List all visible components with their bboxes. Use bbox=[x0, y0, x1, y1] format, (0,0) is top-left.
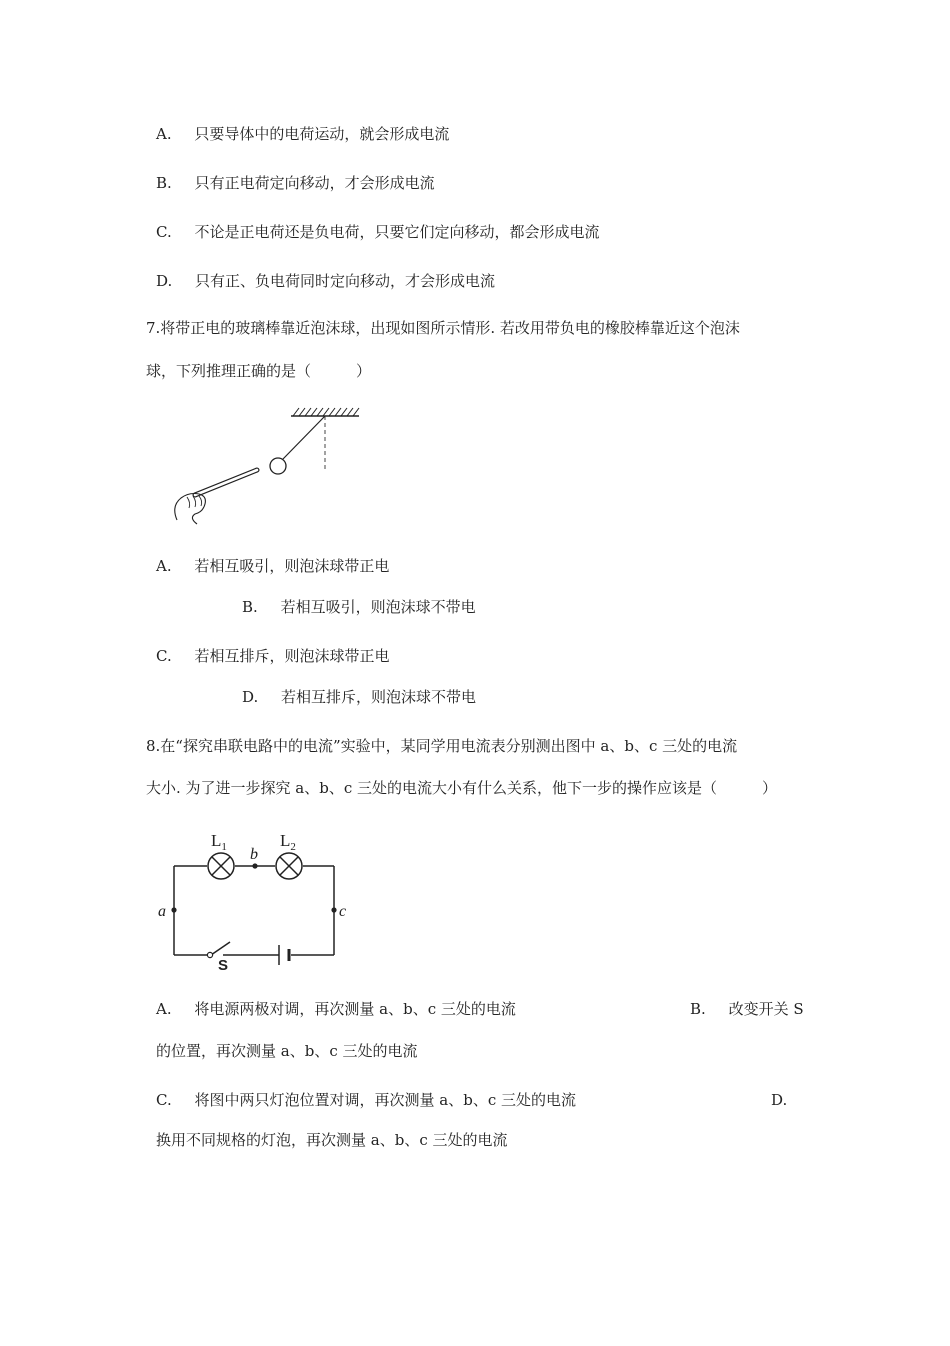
label-b: b bbox=[250, 846, 258, 863]
q7-option-b bbox=[242, 597, 476, 617]
option-text: 不论是正电荷还是负电荷，只要它们定向移动，都会形成电流 bbox=[194, 223, 600, 241]
q6-option-a bbox=[156, 124, 449, 144]
q7-stem-line-1: 7.将带正电的玻璃棒靠近泡沫球，出现如图所示情形. 若改用带负电的橡胶棒靠近这个泡沫 bbox=[146, 319, 740, 337]
q7-option-c bbox=[156, 646, 390, 666]
q8-option-a bbox=[156, 999, 516, 1019]
q6-option-c bbox=[156, 222, 600, 242]
option-text: 若相互吸引，则泡沫球不带电 bbox=[280, 598, 476, 616]
q6-option-d bbox=[156, 271, 495, 291]
label-l1: $L_1$ bbox=[211, 831, 227, 853]
option-label: B. bbox=[242, 598, 258, 616]
option-text: 若相互吸引，则泡沫球带正电 bbox=[194, 557, 390, 575]
option-label: C. bbox=[156, 223, 172, 241]
q8-option-b bbox=[690, 999, 804, 1019]
q8-option-d bbox=[771, 1090, 787, 1110]
label-l2: $L_2$ bbox=[280, 831, 296, 853]
lamp-l2 bbox=[276, 853, 302, 879]
option-text: 将图中两只灯泡位置对调，再次测量 a、b、c 三处的电流 bbox=[194, 1091, 576, 1109]
label-a: a bbox=[158, 903, 166, 920]
option-text: 只要导体中的电荷运动，就会形成电流 bbox=[194, 125, 450, 143]
option-text: 改变开关 S bbox=[728, 1000, 804, 1018]
q7-stem-line-2: 球，下列推理正确的是（ ） bbox=[146, 362, 372, 380]
option-label: D. bbox=[771, 1091, 788, 1109]
label-c: c bbox=[339, 903, 347, 920]
option-text: 只有正电荷定向移动，才会形成电流 bbox=[194, 174, 435, 192]
option-label: A. bbox=[156, 1000, 172, 1018]
q8-stem-line-2: 大小. 为了进一步探究 a、b、c 三处的电流大小有什么关系，他下一步的操作应该是（ ） bbox=[146, 779, 778, 797]
option-label: D. bbox=[242, 688, 259, 706]
q6-option-b bbox=[156, 173, 435, 193]
option-label: C. bbox=[156, 647, 172, 665]
q8-option-c bbox=[156, 1090, 576, 1110]
option-label: C. bbox=[156, 1091, 172, 1109]
foam-ball bbox=[270, 458, 286, 474]
option-text: 将电源两极对调，再次测量 a、b、c 三处的电流 bbox=[194, 1000, 516, 1018]
lamp-l1 bbox=[208, 853, 234, 879]
option-label: A. bbox=[156, 557, 172, 575]
option-label: B. bbox=[690, 1000, 706, 1018]
q8-option-d-cont: 换用不同规格的灯泡，再次测量 a、b、c 三处的电流 bbox=[156, 1131, 508, 1149]
q7-figure bbox=[165, 402, 365, 527]
option-label: A. bbox=[156, 125, 172, 143]
option-label: B. bbox=[156, 174, 172, 192]
q8-circuit-figure bbox=[155, 828, 355, 974]
option-label: D. bbox=[156, 272, 173, 290]
q8-stem-line-1: 8.在“探究串联电路中的电流”实验中，某同学用电流表分别测出图中 a、b、c 三处的电流 bbox=[146, 737, 738, 755]
option-text: 若相互排斥，则泡沫球不带电 bbox=[281, 688, 477, 706]
q8-option-b-cont: 的位置，再次测量 a、b、c 三处的电流 bbox=[156, 1042, 418, 1060]
q7-option-d bbox=[242, 687, 476, 707]
q7-option-a bbox=[156, 556, 389, 576]
label-s: S bbox=[218, 957, 229, 974]
option-text: 若相互排斥，则泡沫球带正电 bbox=[194, 647, 390, 665]
option-text: 只有正、负电荷同时定向移动，才会形成电流 bbox=[195, 272, 496, 290]
